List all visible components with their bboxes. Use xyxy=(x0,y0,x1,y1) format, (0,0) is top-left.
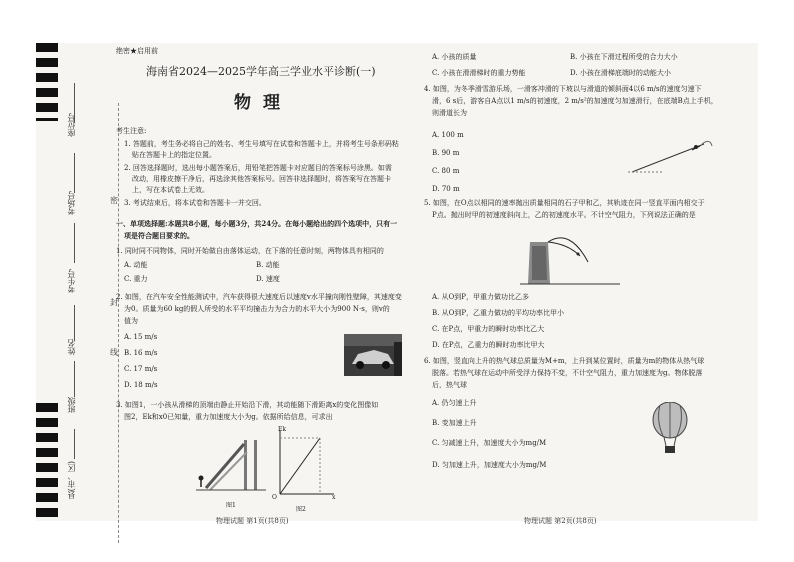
ski-slope-figure xyxy=(624,136,714,178)
figure-2-caption: 图2 xyxy=(296,506,306,513)
q5-option-a: A. 从O到P，甲重力做功比乙多 xyxy=(432,293,529,301)
q2-stem: 为0。质量为60 kg的假人所受的水平平均撞击力为合力的水平大小为900 N·s，则v的 xyxy=(124,305,390,313)
binding-stripes xyxy=(36,43,58,521)
seal-mark-mi: 密 xyxy=(110,196,118,205)
graph-origin: O xyxy=(272,494,277,501)
q5-option-d: D. 在P点，乙重力的瞬时功率比甲大 xyxy=(432,341,545,349)
q1-option-b: B. 动能 xyxy=(256,261,280,269)
name-label: 姓名 xyxy=(67,339,76,355)
exam-title: 海南省2024—2025学年高三学业水平诊断(一) xyxy=(146,65,376,78)
q2-stem: 2. 如图，在汽车安全性能测试中，汽车获得很大速度后以速度v水平撞向刚性壁障，其速度变 xyxy=(116,293,402,301)
seat-number-label: 座位号 xyxy=(67,113,76,137)
q6-option-c: C. 匀减速上升，加速度大小为mg/M xyxy=(432,439,547,447)
notice-line: 上，写在本试卷上无效。 xyxy=(132,186,209,194)
q3-option-a: A. 小孩的质量 xyxy=(432,53,477,61)
q1-option-c: C. 重力 xyxy=(124,275,148,283)
q4-stem: 滑，6 s后，游客自A点以1 m/s的初速度，2 m/s²的加速度匀加速滑行，在底端B点上手机， xyxy=(432,97,718,105)
graph-x-label: x xyxy=(332,494,336,501)
page-2 xyxy=(424,46,734,525)
q6-stem: 6. 如图，竖直向上升的热气球总质量为M+m，上升到某位置时，质量为m的物体从热气球 xyxy=(424,357,705,365)
q6-stem: 脱落。若热气球在运动中所受浮力保持不变，不计空气阻力，重力加速度为g。物体脱落 xyxy=(432,369,703,377)
q1-option-d: D. 速度 xyxy=(256,275,280,283)
county-label: 县(市、区) xyxy=(67,461,76,500)
q3-option-c: C. 小孩在滑滑梯时的重力势能 xyxy=(432,69,526,77)
hot-air-balloon-figure xyxy=(650,402,690,456)
candidate-number-label: 考生号 xyxy=(67,269,76,293)
notice-line: 2. 回答选择题时，选出每小题答案后，用铅笔把答题卡对应题目的答案标号涂黑。如需 xyxy=(124,164,392,172)
section-1-heading: 一、单项选择题:本题共8小题，每小题3分，共24分。在每小题给出的四个选项中，只有一 xyxy=(116,219,398,228)
figure-1-caption: 图1 xyxy=(226,502,236,509)
q3-option-d: D. 小孩在滑梯底端时的动能大小 xyxy=(570,69,671,77)
q3-stem: 图2，Ek和x0已知量，重力加速度大小为g。依据所给信息，可求出 xyxy=(124,413,333,421)
q6-option-a: A. 仍匀速上升 xyxy=(432,399,477,407)
seal-mark-xian: 线 xyxy=(110,348,118,357)
subject-title: 物理 xyxy=(234,93,292,113)
binding-strip xyxy=(36,43,120,521)
q2-option-d: D. 18 m/s xyxy=(124,381,158,389)
notice-heading: 考生注意: xyxy=(116,127,147,135)
q5-stem: P点。抛出时甲的初速度斜向上，乙的初速度水平。不计空气阻力，下列说法正确的是 xyxy=(432,211,696,219)
class-label: 班级 xyxy=(67,397,76,413)
graph-y-label: Ek xyxy=(278,426,287,433)
q4-stem: 则滑道长为 xyxy=(432,109,467,117)
q3-stem: 3. 如图1，一小孩从滑梯的顶端由静止开始沿下滑，其动能随下滑距离x的变化图像如 xyxy=(116,401,379,409)
exam-room-label: 考场号 xyxy=(67,191,76,215)
q5-option-c: C. 在P点，甲重力的瞬时功率比乙大 xyxy=(432,325,545,333)
page-1-footer: 物理试题 第1页(共8页) xyxy=(216,517,289,525)
q1-stem: 1. 同时同不同物体，同时开始做自由落体运动，在下落的任意时刻，两物体具有相同的 xyxy=(116,247,384,255)
q4-stem: 4. 如图，为冬季滑雪游乐场，一滑客冲滑的下坡以与滑道的倾斜面4以6 m/s的速度匀速下 xyxy=(424,85,702,93)
notice-line: 1. 答题前，考生务必将自己的姓名、考生号填写在试卷和答题卡上，并将考生号条形码粘 xyxy=(124,140,399,148)
notice-line: 3. 考试结束后，将本试卷和答题卡一并交回。 xyxy=(124,199,266,207)
q6-option-b: B. 变加速上升 xyxy=(432,419,477,427)
q1-option-a: A. 动能 xyxy=(124,261,148,269)
q6-stem: 后，热气球 xyxy=(432,381,467,389)
slide-figure xyxy=(196,432,266,498)
q6-option-d: D. 匀加速上升，加速度大小为mg/M xyxy=(432,461,547,469)
q4-option-c: C. 80 m xyxy=(432,167,460,175)
q3-option-b: B. 小孩在下滑过程所受的合力大小 xyxy=(570,53,678,61)
crash-test-photo xyxy=(344,334,402,376)
energy-graph xyxy=(270,424,338,504)
seal-mark-feng: 封 xyxy=(110,298,118,307)
page-1 xyxy=(116,46,416,525)
q4-option-b: B. 90 m xyxy=(432,149,460,157)
q2-option-a: A. 15 m/s xyxy=(124,333,158,341)
projectile-figure xyxy=(520,228,620,288)
q2-option-b: B. 16 m/s xyxy=(124,349,158,357)
q5-option-b: B. 从O到P，乙重力做功的平均功率比甲小 xyxy=(432,309,565,317)
q5-stem: 5. 如图，在O点以相同的速率抛出质量相同的石子甲和乙，其轨迹在同一竖直平面内相交于 xyxy=(424,199,705,207)
q4-option-d: D. 70 m xyxy=(432,185,460,193)
q2-stem: 值为 xyxy=(124,317,138,325)
secret-mark: 绝密★启用前 xyxy=(116,47,158,55)
section-1-heading-cont: 项是符合题目要求的。 xyxy=(124,231,194,240)
page-2-footer: 物理试题 第2页(共8页) xyxy=(524,517,597,525)
q2-option-c: C. 17 m/s xyxy=(124,365,158,373)
q4-option-a: A. 100 m xyxy=(432,131,464,139)
notice-line: 贴在答题卡上的指定位置。 xyxy=(132,151,216,159)
notice-line: 改动，用橡皮擦干净后，再选涂其他答案标号。回答非选择题时，将答案写在答题卡 xyxy=(132,175,391,183)
